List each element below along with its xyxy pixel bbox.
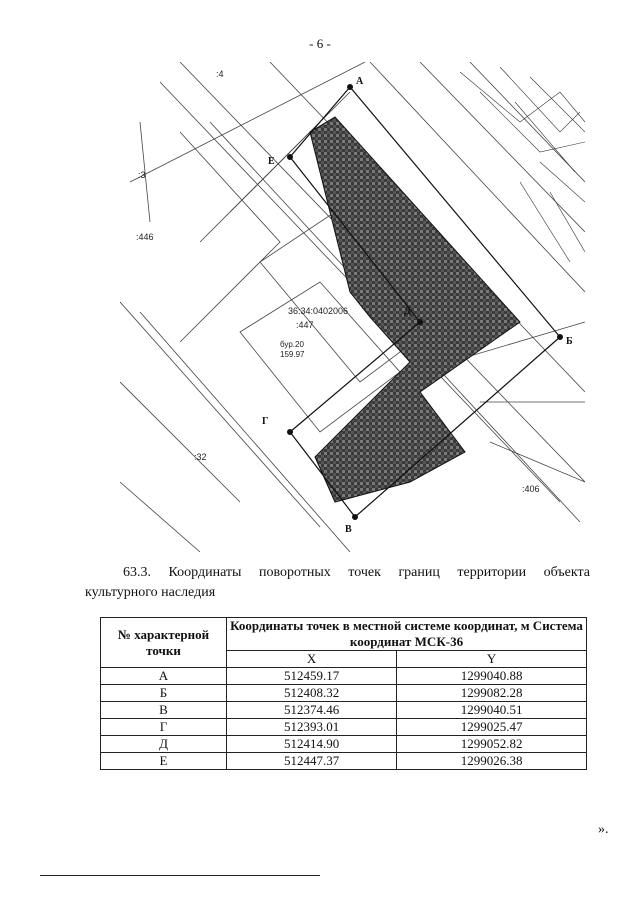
map-point-g: Г bbox=[262, 416, 269, 427]
table-row: Б 512408.32 1299082.28 bbox=[101, 685, 587, 702]
closing-quote: ». bbox=[598, 822, 609, 837]
table-row: Е 512447.37 1299026.38 bbox=[101, 753, 587, 770]
cadastral-number: 36:34:0402006 bbox=[288, 306, 349, 316]
header-y: Y bbox=[397, 651, 587, 668]
map-point-a: А bbox=[356, 76, 364, 87]
cadastral-map bbox=[120, 62, 585, 552]
table-row: В 512374.46 1299040.51 bbox=[101, 702, 587, 719]
footnote-divider bbox=[40, 875, 320, 876]
parcel-label-406: :406 bbox=[522, 484, 540, 494]
coordinates-table bbox=[100, 617, 587, 770]
map-point-b: Б bbox=[566, 336, 573, 347]
map-point-d: Д bbox=[404, 306, 411, 317]
page-number: - 6 - bbox=[309, 36, 331, 51]
table-row: А 512459.17 1299040.88 bbox=[101, 668, 587, 685]
table-row: Д 512414.90 1299052.82 bbox=[101, 736, 587, 753]
parcel-label-3: :3 bbox=[138, 170, 146, 180]
map-point-e: Е bbox=[268, 156, 275, 167]
parcel-label-446: :446 bbox=[136, 232, 154, 242]
table-row: Г 512393.01 1299025.47 bbox=[101, 719, 587, 736]
header-point-number: № характерной точки bbox=[101, 618, 227, 668]
spot-label-elev: 159.97 bbox=[280, 350, 305, 359]
parcel-label-447: :447 bbox=[296, 320, 314, 330]
section-number: 63.3. bbox=[123, 565, 151, 580]
header-coordinates: Координаты точек в местной системе координат, м Система координат МСК-36 bbox=[227, 618, 587, 651]
header-x: X bbox=[227, 651, 397, 668]
parcel-label-32: :32 bbox=[194, 452, 207, 462]
parcel-label-4: :4 bbox=[216, 69, 224, 79]
section-paragraph: 63.3. Координаты поворотных точек границ территории объекта культурного наследия bbox=[85, 565, 590, 600]
map-point-v: В bbox=[345, 524, 352, 535]
spot-label-bur: бур.20 bbox=[280, 340, 304, 349]
